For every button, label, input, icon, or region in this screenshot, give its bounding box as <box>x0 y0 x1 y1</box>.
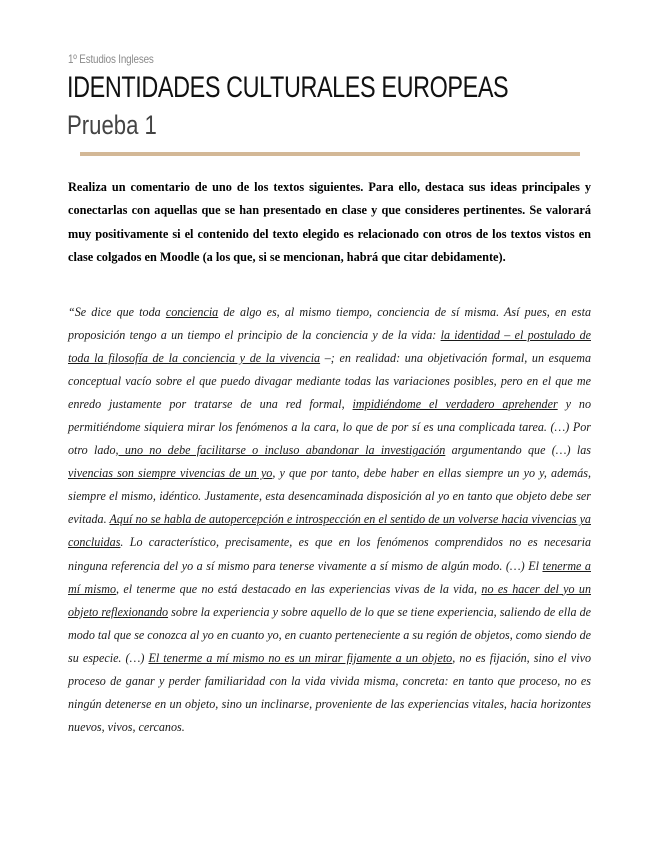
title-divider <box>80 152 580 156</box>
text-segment: argumentando que (…) las <box>445 443 591 458</box>
underlined-text-segment: vivencias son siempre vivencias de un yo <box>68 466 273 481</box>
document-title: IDENTIDADES CULTURALES EUROPEAS <box>67 71 509 104</box>
document-subtitle: Prueba 1 <box>67 110 157 140</box>
underlined-text-segment: la identidad – el postulado de toda la filosofía de la conciencia y de la vivencia <box>68 328 591 366</box>
text-segment: , no es fijación, sino el vivo proceso de ganar y perder familiaridad con la vida vivida misma, concreta: en tanto que proceso, no es ningún detenerse en un objeto, sino un inclinarse, proveniente de las experiencias vitales, hacia horizontes nuevos, vivos, cercanos. <box>68 650 592 734</box>
underlined-text-segment: El tenerme a mí mismo no es un mirar fijamente a un objeto <box>148 650 453 665</box>
underlined-text-segment: impidiéndome el verdadero aprehender <box>352 397 558 412</box>
text-segment: de algo es, al mismo tiempo, conciencia de sí misma. Así pues, en esta proposición tengo a un tiempo el principio de la conciencia y de la vida: <box>68 305 592 343</box>
underlined-text-segment: conciencia <box>165 305 219 319</box>
underlined-text-segment: no es hacer del yo un objeto reflexionando <box>68 581 591 619</box>
text-segment: –; en realidad: una objetivación formal, un esquema conceptual vacío sobre el que puedo divagar mediante todas las variaciones posibles, pero en el que me enredo justamente por tratarse de una red formal, <box>68 351 591 412</box>
underlined-text-segment: Aquí no se habla de autopercepción e introspección en el sentido de un volverse hacia vivencias ya concluidas <box>68 512 591 550</box>
text-segment: y no permitiéndome siquiera mirar los fenómenos a la cara, lo que de por sí es una complicada tarea. (…) Por otro lado, <box>68 397 591 458</box>
text-segment: . Lo característico, precisamente, es que en los fenómenos comprendidos no es necesaria ninguna referencia del yo a sí mismo para tenerse vivamente a sí mismo de algún modo. (…) El <box>68 535 591 573</box>
underlined-text-segment: uno no debe facilitarse o incluso abandonar la investigación <box>118 443 446 458</box>
text-segment: , y que por tanto, debe haber en ellas siempre un yo y, además, siempre el mismo, idéntico. Justamente, esta desencaminada disposición al yo en tanto que objeto debe ser evitada. <box>68 466 591 527</box>
course-label: 1º Estudios Ingleses <box>68 52 154 66</box>
text-segment: sobre la experiencia y sobre aquello de lo que se tiene experiencia, saliendo de ella de modo tal que se conozca al yo en cuanto yo, en cuanto perteneciente a su región de objetos, como siendo de su especie. (…) <box>68 604 591 665</box>
underlined-text-segment: tenerme a mí mismo <box>68 558 591 596</box>
text-segment: , el tenerme que no está destacado en las experiencias vivas de la vida, <box>116 581 482 596</box>
instructions-paragraph: Realiza un comentario de uno de los textos siguientes. Para ello, destaca sus ideas principales y conectarlas con aquellas que se han presentado en clase y que consideres pertinentes. Se valorará muy positivamente si el contenido del texto elegido es relacionado con otros de los textos vistos en clase colgados en Moodle (a los que, si se mencionan, habrá que citar debidamente). <box>68 180 591 265</box>
quoted-text-paragraph <box>68 301 591 739</box>
text-segment: “Se dice que toda <box>68 305 166 319</box>
